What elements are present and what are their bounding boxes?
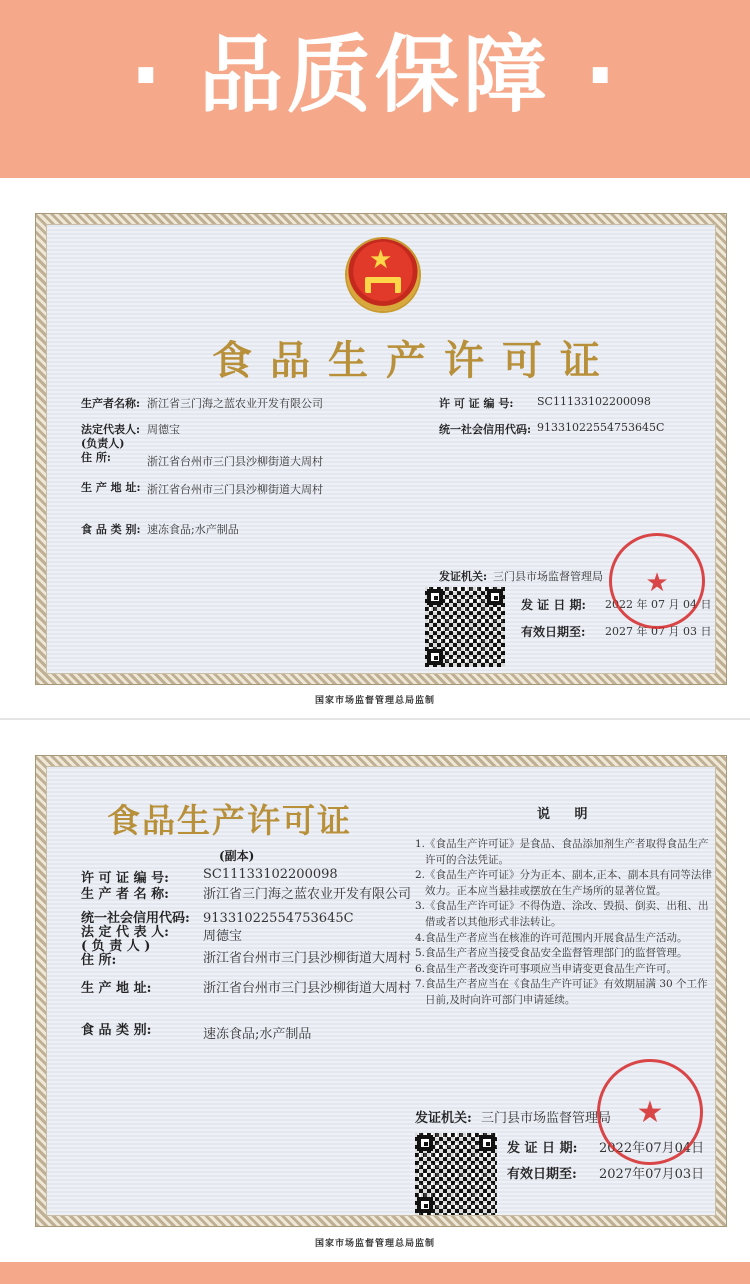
notes-title: 说 明	[537, 807, 598, 822]
notes-list	[415, 837, 715, 1009]
expiry-date-label: 有效日期至:	[521, 625, 586, 639]
address-value: 浙江省台州市三门县沙柳街道大周村	[147, 455, 323, 468]
food-category-value: 速冻食品;水产制品	[147, 523, 239, 536]
issue-date-value: 2022 年 07 月 04 日	[605, 598, 712, 611]
issue-date-label: 发 证 日 期:	[521, 598, 586, 612]
expiry-date-value: 2027 年 07 月 03 日	[605, 625, 712, 638]
license-number-value: SC11133102200098	[203, 867, 338, 882]
producer-label: 生 产 者 名 称:	[81, 887, 169, 902]
producer-value: 浙江省三门海之蓝农业开发有限公司	[203, 887, 412, 902]
legal-rep-sub-label: (负责人)	[81, 437, 125, 450]
qr-code-icon	[425, 587, 505, 667]
address-label: 住 所:	[81, 451, 111, 464]
production-site-value: 浙江省台州市三门县沙柳街道大周村	[203, 981, 412, 996]
food-category-label: 食 品 类 别:	[81, 1023, 152, 1038]
page-title: · 品质保障 ·	[129, 26, 621, 124]
note-item: 6.食品生产者改变许可事项应当申请变更食品生产许可。	[415, 962, 678, 975]
certificate-body	[46, 224, 716, 674]
note-item: 3.《食品生产许可证》不得伪造、涂改、毁损、倒卖、出租、出借或者以其他形式非法转让。	[415, 900, 709, 928]
legal-rep-sub-label: ( 负 责 人 )	[81, 939, 151, 954]
license-number-label: 许 可 证 编 号:	[81, 871, 169, 886]
legal-rep-value: 周德宝	[203, 929, 243, 944]
issuer-label: 发证机关:	[439, 570, 488, 583]
issuer-value: 三门县市场监督管理局	[481, 1111, 612, 1126]
copy-label: (副本)	[219, 849, 255, 863]
production-site-value: 浙江省台州市三门县沙柳街道大周村	[147, 483, 323, 496]
issuer-value: 三门县市场监督管理局	[493, 570, 603, 583]
production-site-label: 生 产 地 址:	[81, 481, 141, 494]
note-item: 2.《食品生产许可证》分为正本、副本,正本、副本具有同等法律效力。正本应当悬挂或摆放在生产场所的显著位置。	[415, 869, 712, 897]
address-label: 住 所:	[81, 953, 117, 968]
note-item: 5.食品生产者应当接受食品安全监督管理部门的监督管理。	[415, 947, 688, 960]
certificate-body	[46, 766, 716, 1216]
footer-band	[0, 1262, 750, 1284]
certificate-title: 食品生产许可证	[212, 337, 618, 384]
credit-code-label: 统一社会信用代码:	[81, 911, 190, 926]
address-value: 浙江省台州市三门县沙柳街道大周村	[203, 951, 412, 966]
issuing-authority-imprint: 国家市场监督管理总局监制	[314, 1239, 435, 1249]
credit-code-value: 91331022554753645C	[203, 911, 354, 926]
food-category-value: 速冻食品;水产制品	[203, 1027, 312, 1042]
issue-date-value: 2022年07月04日	[599, 1141, 705, 1156]
section-divider	[0, 718, 750, 720]
production-site-label: 生 产 地 址:	[81, 981, 152, 996]
note-item: 4.食品生产者应当在核准的许可范围内开展食品生产活动。	[415, 931, 688, 944]
qr-code-icon	[415, 1133, 497, 1215]
license-number-label: 许 可 证 编 号:	[439, 397, 514, 410]
expiry-date-label: 有效日期至:	[507, 1167, 577, 1182]
legal-rep-label: 法定代表人:	[81, 423, 141, 436]
note-item: 7.食品生产者应当在《食品生产许可证》有效期届满 30 个工作日前,及时向许可部门申请延续。	[415, 978, 708, 1006]
food-category-label: 食 品 类 别:	[81, 523, 141, 536]
header-banner	[0, 0, 750, 178]
license-number-value: SC11133102200098	[537, 395, 651, 408]
credit-code-value: 91331022554753645C	[537, 421, 665, 434]
producer-value: 浙江省三门海之蓝农业开发有限公司	[147, 397, 323, 410]
official-seal-icon: ★	[609, 533, 705, 629]
expiry-date-value: 2027年07月03日	[599, 1167, 705, 1182]
credit-code-label: 统一社会信用代码:	[439, 423, 532, 436]
legal-rep-value: 周德宝	[147, 423, 180, 436]
license-certificate-copy	[36, 756, 726, 1226]
legal-rep-label: 法 定 代 表 人:	[81, 925, 169, 940]
producer-label: 生产者名称:	[81, 397, 141, 410]
issuer-label: 发证机关:	[415, 1111, 472, 1126]
official-seal-icon: ★	[597, 1059, 703, 1165]
license-certificate-original	[36, 214, 726, 684]
national-emblem-icon: ★	[347, 239, 419, 311]
note-item: 1.《食品生产许可证》是食品、食品添加剂生产者取得食品生产许可的合法凭证。	[415, 838, 709, 866]
issue-date-label: 发 证 日 期:	[507, 1141, 578, 1156]
certificate-title: 食品生产许可证	[107, 801, 352, 840]
issuing-authority-imprint: 国家市场监督管理总局监制	[314, 696, 435, 706]
